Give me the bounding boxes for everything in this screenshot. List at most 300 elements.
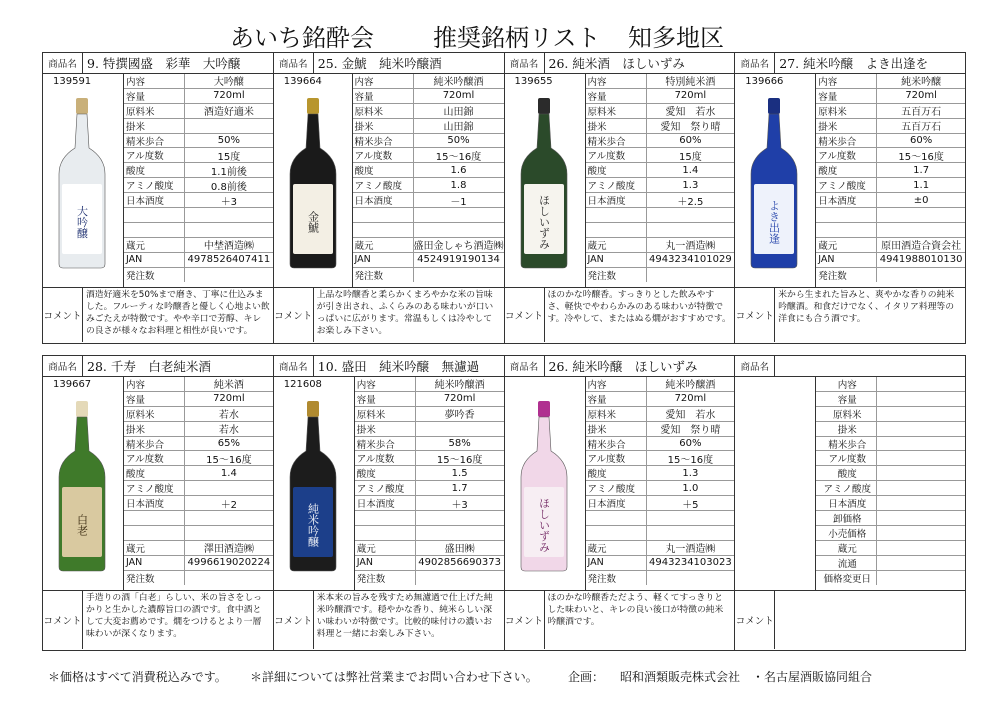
- spec-key: アミノ酸度: [823, 484, 871, 496]
- spec-value: [876, 208, 965, 222]
- spec-row: [586, 268, 735, 283]
- spec-row: [816, 392, 965, 407]
- title-list: 推奨銘柄リスト: [433, 24, 601, 52]
- spec-key: 精米歩合: [587, 136, 626, 148]
- product-name-label: 商品名: [274, 53, 314, 73]
- bottle-wrapper: [49, 92, 115, 272]
- product-name: 27. 純米吟醸 よき出逢を: [779, 56, 929, 71]
- comment-row: [43, 288, 273, 342]
- spec-key: 精米歩合: [818, 136, 857, 148]
- spec-row: [124, 253, 273, 268]
- spec-row: [816, 208, 965, 223]
- spec-value: 15～16度: [415, 451, 504, 465]
- spec-row: [816, 89, 965, 104]
- product-card-empty: [734, 356, 965, 650]
- footer-contact-note: ＊詳細については弊社営業までお問い合わせ下さい。: [250, 670, 538, 684]
- spec-row: [816, 74, 965, 89]
- spec-value: 純米酒: [184, 377, 273, 391]
- product-name: 10. 盛田 純米吟醸 無濾過: [317, 359, 480, 374]
- comment-row: [735, 288, 965, 342]
- spec-value: [876, 407, 965, 421]
- spec-value: －1: [413, 193, 504, 207]
- footer: [0, 668, 1000, 688]
- spec-row: [124, 556, 273, 571]
- spec-row: [124, 437, 273, 452]
- spec-key: 小売価格: [828, 528, 867, 540]
- spec-key: 内容: [126, 76, 146, 88]
- spec-value: [876, 511, 965, 525]
- spec-value: [646, 208, 735, 222]
- spec-key: アミノ酸度: [818, 181, 866, 193]
- comment-label: コメント: [505, 591, 545, 649]
- spec-row: [586, 89, 735, 104]
- bottle-wrapper: [511, 395, 577, 575]
- product-card: [734, 53, 965, 343]
- spec-value: 若水: [184, 407, 273, 421]
- spec-row: [124, 541, 273, 556]
- spec-key: 酸度: [818, 166, 838, 178]
- spec-row: [353, 223, 504, 238]
- product-image-area: [43, 74, 123, 287]
- product-card: [43, 356, 273, 650]
- spec-value: 愛知 祭り晴: [646, 119, 735, 133]
- spec-row: [586, 466, 735, 481]
- spec-key: 日本酒度: [354, 196, 393, 208]
- spec-key: 容量: [837, 394, 857, 406]
- spec-key: 日本酒度: [126, 196, 165, 208]
- spec-value: 4978526407411: [184, 253, 273, 267]
- spec-key: 蔵元: [837, 543, 857, 555]
- spec-row: [816, 223, 965, 238]
- spec-key: JAN: [587, 254, 604, 266]
- spec-value: [413, 223, 504, 237]
- spec-row: [586, 451, 735, 466]
- spec-value: 盛田㈱: [415, 541, 504, 555]
- spec-key: 発注数: [126, 574, 155, 586]
- footer-planner: 昭和酒類販売株式会社 ・名古屋酒販協同組合: [620, 670, 873, 684]
- spec-row: [816, 481, 965, 496]
- bottle-label-text: 金鯱: [306, 211, 320, 233]
- spec-row: [353, 163, 504, 178]
- product-header: [274, 53, 504, 74]
- spec-key: 原料米: [832, 409, 862, 421]
- spec-row: [353, 268, 504, 283]
- spec-key: JAN: [354, 254, 371, 266]
- comment-label: コメント: [505, 288, 545, 342]
- spec-value: [876, 451, 965, 465]
- comment-row: [274, 288, 504, 342]
- spec-value: 1.4: [184, 466, 273, 480]
- spec-key: 掛米: [126, 424, 146, 436]
- spec-row: [124, 526, 273, 541]
- comment-text: 上品な吟醸香と柔らかくまろやかな米の旨味が引き出され、ふくらみのある味わいが口いっぱいに広がります。常温もしくは冷やしてお楽しみ下さい。: [316, 290, 494, 336]
- spec-value: 五百万石: [876, 119, 965, 133]
- spec-key: 容量: [356, 394, 376, 406]
- spec-value: [184, 481, 273, 495]
- product-header: [735, 356, 965, 377]
- spec-value: 山田錦: [413, 119, 504, 133]
- spec-row: [816, 134, 965, 149]
- spec-row: [353, 178, 504, 193]
- product-header: [505, 356, 735, 377]
- spec-value: 愛知 祭り晴: [646, 422, 735, 436]
- spec-value: [184, 511, 273, 525]
- spec-key: 掛米: [587, 424, 607, 436]
- spec-value: 盛田金しゃち酒造㈱: [413, 238, 504, 252]
- spec-key: 容量: [587, 394, 607, 406]
- spec-value: 0.8前後: [184, 178, 273, 192]
- spec-value: 720ml: [646, 89, 735, 103]
- spec-key: 日本酒度: [126, 499, 165, 511]
- comment-row: [43, 591, 273, 649]
- spec-row: [816, 377, 965, 392]
- product-image-area: [505, 74, 585, 287]
- spec-row: [124, 89, 273, 104]
- product-name-label: 商品名: [274, 356, 314, 376]
- spec-key: 発注数: [587, 574, 617, 586]
- comment-text: 手造りの酒「白老」らしい、米の旨さをしっかりと生かした濃醇旨口の酒です。食中酒として大変お薦めです。燗をつけるとより一層味わいが深くなります。: [86, 593, 262, 639]
- product-row-1: [42, 52, 966, 344]
- spec-row: [586, 377, 735, 392]
- spec-row: [124, 208, 273, 223]
- spec-value: [184, 268, 273, 283]
- spec-row: [355, 496, 504, 511]
- spec-table: [123, 377, 273, 590]
- spec-key: 発注数: [587, 271, 617, 283]
- title-region: 知多地区: [628, 24, 724, 52]
- spec-key: JAN: [818, 254, 835, 266]
- bottle-label-text: よき出逢: [767, 200, 781, 244]
- spec-key: JAN: [356, 557, 373, 569]
- spec-key: 価格変更日: [823, 574, 871, 586]
- spec-key: 酸度: [837, 469, 857, 481]
- spec-row: [816, 496, 965, 511]
- product-code: 139655: [514, 76, 553, 87]
- spec-key: 日本酒度: [828, 499, 867, 511]
- spec-row: [355, 466, 504, 481]
- spec-key: 精米歩合: [828, 439, 867, 451]
- spec-value: 1.8: [413, 178, 504, 192]
- spec-row: [355, 437, 504, 452]
- spec-value: 4941988010130: [876, 253, 965, 267]
- spec-value: 4943234103023: [646, 556, 735, 570]
- spec-row: [355, 407, 504, 422]
- product-name-label: 商品名: [43, 53, 83, 73]
- spec-row: [586, 148, 735, 163]
- product-name: 26. 純米吟醸 ほしいずみ: [548, 359, 698, 374]
- spec-value: [876, 541, 965, 555]
- spec-row: [586, 134, 735, 149]
- spec-row: [355, 481, 504, 496]
- spec-value: 1.0: [646, 481, 735, 495]
- spec-row: [353, 148, 504, 163]
- spec-key: 蔵元: [354, 240, 374, 252]
- spec-row: [355, 392, 504, 407]
- spec-row: [124, 238, 273, 253]
- spec-value: 15～16度: [876, 148, 965, 162]
- spec-row: [586, 193, 735, 208]
- spec-key: 流通: [837, 558, 857, 570]
- spec-key: 蔵元: [126, 240, 146, 252]
- spec-key: 原料米: [587, 409, 617, 421]
- spec-value: 1.5: [415, 466, 504, 480]
- spec-row: [816, 466, 965, 481]
- comment-text: 米から生まれた旨みと、爽やかな香りの純米吟醸酒。和食だけでなく、イタリア料理等の洋食にも合う酒です。: [778, 290, 955, 324]
- spec-row: [124, 104, 273, 119]
- footer-plan-label: 企画：: [568, 670, 605, 684]
- spec-value: 酒造好適米: [184, 104, 273, 118]
- spec-key: 内容: [818, 76, 838, 88]
- product-card: [504, 53, 735, 343]
- spec-row: [816, 148, 965, 163]
- spec-value: [876, 223, 965, 237]
- spec-value: [876, 437, 965, 451]
- comment-label: コメント: [735, 591, 775, 649]
- product-image-area: [43, 377, 123, 590]
- spec-row: [816, 556, 965, 571]
- spec-value: 4943234101029: [646, 253, 735, 267]
- product-body: [43, 74, 273, 288]
- spec-value: 純米吟醸酒: [646, 377, 735, 391]
- spec-key: 発注数: [356, 574, 386, 586]
- spec-row: [353, 74, 504, 89]
- product-row-2: [42, 355, 966, 651]
- product-code: 121608: [283, 379, 322, 390]
- sake-bottle-image: [511, 395, 577, 575]
- spec-value: 50%: [184, 134, 273, 148]
- spec-table: [354, 377, 504, 590]
- spec-value: 特別純米酒: [646, 74, 735, 88]
- spec-key: 精米歩合: [587, 439, 626, 451]
- spec-key: 原料米: [356, 409, 386, 421]
- spec-key: 掛米: [587, 121, 607, 133]
- spec-value: 15～16度: [646, 451, 735, 465]
- spec-table: [585, 74, 735, 287]
- spec-value: ＋2: [184, 496, 273, 510]
- spec-key: アル度数: [587, 454, 626, 466]
- bottle-wrapper: [280, 92, 346, 272]
- bottle-label-text: ほしいずみ: [537, 497, 550, 553]
- spec-value: [415, 511, 504, 525]
- spec-value: [646, 526, 735, 540]
- spec-row: [355, 526, 504, 541]
- spec-value: [646, 268, 735, 283]
- product-name: 28. 千寿 白老純米酒: [87, 359, 211, 374]
- spec-row: [353, 89, 504, 104]
- spec-key: 精米歩合: [126, 136, 165, 148]
- spec-value: ＋3: [415, 496, 504, 510]
- product-image-area: [274, 74, 352, 287]
- spec-row: [816, 104, 965, 119]
- spec-value: ±0: [876, 193, 965, 207]
- spec-row: [586, 407, 735, 422]
- comment-text: 米本来の旨みを残すため無濾過で仕上げた純米吟醸酒です。穏やかな香り、純米らしい深い味わいが特徴です。比較的味付けの濃いお料理と一緒にお楽しみ下さい。: [316, 593, 493, 639]
- spec-key: JAN: [126, 557, 143, 569]
- bottle-label-text: 純米吟醸: [306, 503, 320, 547]
- product-card: [43, 53, 273, 343]
- spec-key: 掛米: [126, 121, 146, 133]
- spec-key: 原料米: [354, 106, 384, 118]
- sake-bottle-image: [741, 92, 807, 272]
- product-body: [43, 377, 273, 591]
- spec-key: 掛米: [818, 121, 838, 133]
- spec-row: [124, 511, 273, 526]
- footer-tax-note: ＊価格はすべて消費税込みです。: [48, 670, 227, 684]
- bottle-label-text: 大吟醸: [75, 205, 89, 239]
- spec-value: 60%: [646, 437, 735, 451]
- comment-text: ほのかな吟醸香。すっきりとした飲みやすさ、軽快でやわらかみのある味わいが特徴です。冷やして、またはぬる燗がおすすめです。: [547, 290, 731, 324]
- spec-value: 60%: [876, 134, 965, 148]
- spec-value: 純米吟醸酒: [415, 377, 504, 391]
- spec-row: [816, 407, 965, 422]
- comment-row: [505, 288, 735, 342]
- spec-key: アル度数: [828, 454, 867, 466]
- spec-key: 蔵元: [126, 543, 146, 555]
- spec-key: アル度数: [126, 151, 164, 163]
- spec-key: アミノ酸度: [587, 484, 636, 496]
- spec-row: [124, 119, 273, 134]
- product-image-area: [735, 377, 815, 590]
- spec-value: [876, 496, 965, 510]
- spec-key: 原料米: [587, 106, 617, 118]
- spec-key: 日本酒度: [587, 196, 626, 208]
- product-name-label: 商品名: [735, 356, 775, 376]
- spec-key: 酸度: [354, 166, 374, 178]
- spec-value: 愛知 若水: [646, 407, 735, 421]
- spec-row: [124, 571, 273, 586]
- spec-value: 720ml: [415, 392, 504, 406]
- spec-value: ＋2.5: [646, 193, 735, 207]
- spec-key: アミノ酸度: [354, 181, 403, 193]
- spec-row: [355, 511, 504, 526]
- spec-key: 精米歩合: [356, 439, 395, 451]
- spec-row: [586, 119, 735, 134]
- product-code: 139591: [53, 76, 92, 87]
- spec-key: アル度数: [356, 454, 395, 466]
- product-code: [505, 377, 585, 393]
- spec-row: [124, 496, 273, 511]
- product-image-area: [505, 377, 585, 590]
- bottle-wrapper: [741, 92, 807, 272]
- sake-bottle-image: [280, 92, 346, 272]
- spec-row: [353, 134, 504, 149]
- product-body: [735, 377, 965, 591]
- product-card: [273, 356, 504, 650]
- product-code: 139666: [745, 76, 784, 87]
- spec-value: 1.3: [646, 178, 735, 192]
- spec-value: [646, 223, 735, 237]
- spec-value: [415, 571, 504, 586]
- spec-key: JAN: [587, 557, 604, 569]
- spec-row: [816, 437, 965, 452]
- spec-value: [876, 526, 965, 540]
- product-header: [505, 53, 735, 74]
- spec-row: [124, 481, 273, 496]
- spec-row: [353, 193, 504, 208]
- spec-row: [355, 571, 504, 586]
- spec-row: [586, 392, 735, 407]
- spec-key: 原料米: [126, 409, 155, 421]
- bottle-label-text: ほしいずみ: [537, 194, 550, 250]
- spec-row: [586, 511, 735, 526]
- spec-row: [816, 163, 965, 178]
- spec-key: 容量: [354, 91, 374, 103]
- spec-key: アル度数: [126, 454, 164, 466]
- spec-row: [353, 238, 504, 253]
- spec-row: [816, 253, 965, 268]
- bottle-wrapper: [49, 395, 115, 575]
- product-name-label: 商品名: [505, 356, 545, 376]
- sake-bottle-image: [49, 395, 115, 575]
- spec-key: 酸度: [126, 166, 146, 178]
- spec-table: [815, 74, 965, 287]
- product-name: 26. 純米酒 ほしいずみ: [548, 56, 685, 71]
- spec-row: [586, 238, 735, 253]
- spec-value: [184, 571, 273, 586]
- spec-key: 酸度: [587, 166, 607, 178]
- spec-value: ＋3: [184, 193, 273, 207]
- spec-row: [124, 163, 273, 178]
- spec-value: 1.4: [646, 163, 735, 177]
- spec-key: アル度数: [587, 151, 626, 163]
- spec-row: [816, 571, 965, 586]
- spec-value: 澤田酒造㈱: [184, 541, 273, 555]
- bottle-wrapper: [511, 92, 577, 272]
- spec-row: [124, 193, 273, 208]
- sake-bottle-image: [49, 92, 115, 272]
- comment-row: [735, 591, 965, 649]
- spec-table: [123, 74, 273, 287]
- spec-key: 発注数: [818, 271, 847, 283]
- spec-key: アミノ酸度: [126, 484, 174, 496]
- spec-row: [355, 451, 504, 466]
- spec-row: [816, 451, 965, 466]
- spec-key: JAN: [126, 254, 143, 266]
- spec-value: 山田錦: [413, 104, 504, 118]
- page-title: [0, 18, 1000, 52]
- product-image-area: [735, 74, 815, 287]
- product-body: [274, 74, 504, 288]
- spec-key: 酸度: [587, 469, 607, 481]
- comment-text: 酒造好適米を50%まで磨き、丁寧に仕込みました。フルーティな吟醸香と優しく心地よい飲みごたえが特徴です。やや辛口で芳醇、キレの良さが様々なお料理と相性が良いです。: [86, 290, 270, 336]
- spec-key: 卸価格: [832, 513, 862, 525]
- product-body: [505, 377, 735, 591]
- product-code: 139664: [283, 76, 322, 87]
- spec-row: [124, 392, 273, 407]
- spec-row: [586, 74, 735, 89]
- spec-value: 丸一酒造㈱: [646, 238, 735, 252]
- spec-key: 掛米: [837, 424, 857, 436]
- spec-value: 1.1前後: [184, 163, 273, 177]
- spec-value: 720ml: [184, 392, 273, 406]
- spec-value: [876, 571, 965, 586]
- product-header: [43, 53, 273, 74]
- sake-bottle-image: [280, 395, 346, 575]
- spec-row: [586, 556, 735, 571]
- spec-key: 内容: [354, 76, 374, 88]
- spec-value: ＋5: [646, 496, 735, 510]
- spec-key: 内容: [126, 379, 146, 391]
- spec-row: [355, 377, 504, 392]
- spec-key: 日本酒度: [818, 196, 857, 208]
- spec-key: アル度数: [818, 151, 856, 163]
- spec-value: [876, 466, 965, 480]
- spec-key: アミノ酸度: [587, 181, 636, 193]
- spec-value: 60%: [646, 134, 735, 148]
- bottle-wrapper: [280, 395, 346, 575]
- spec-value: 大吟醸: [184, 74, 273, 88]
- spec-row: [124, 377, 273, 392]
